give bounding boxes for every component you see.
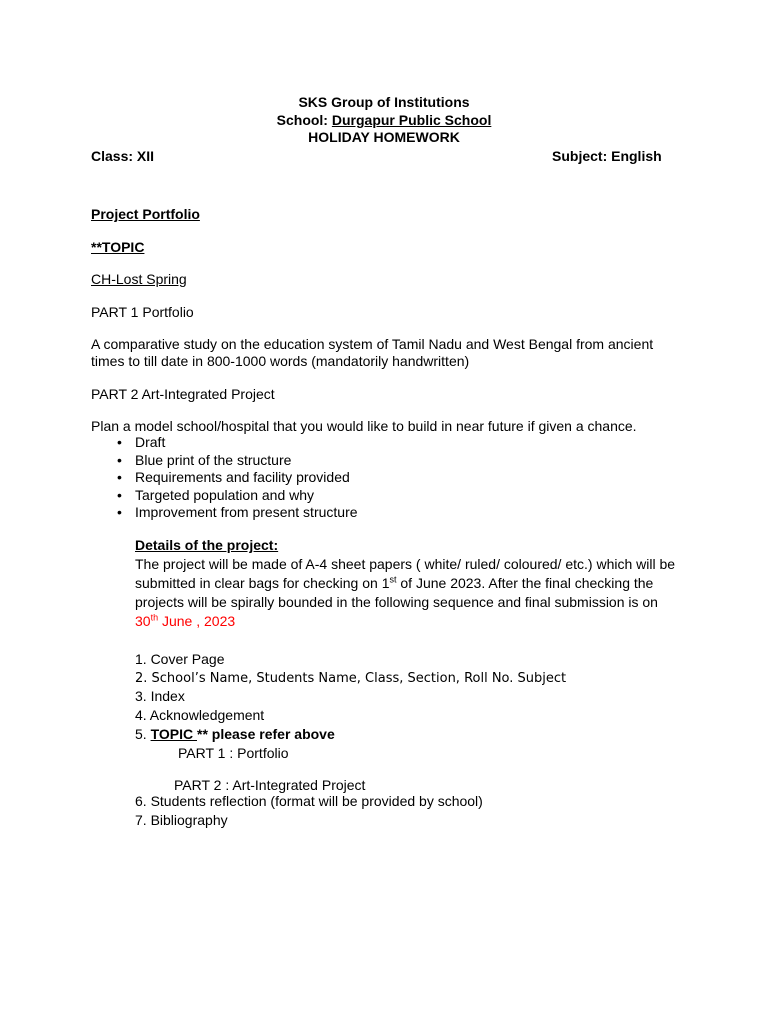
list-item: • Requirements and facility provided bbox=[117, 469, 350, 485]
part2-intro: Plan a model school/hospital that you would like to build in near future if given a chance. bbox=[91, 418, 637, 434]
sequence-item-index: 3. Index bbox=[135, 688, 185, 704]
details-line1: The project will be made of A-4 sheet papers ( white/ ruled/ coloured/ etc.) which will be bbox=[135, 556, 676, 572]
list-item: • Improvement from present structure bbox=[117, 504, 358, 520]
sequence-item-topic: 5. TOPIC ** please refer above bbox=[135, 726, 335, 742]
sequence-item-school-details: 2. School’s Name, Students Name, Class, Section, Roll No. Subject bbox=[135, 671, 567, 686]
bullet-icon: • bbox=[117, 451, 122, 468]
part1-heading: PART 1 Portfolio bbox=[91, 304, 194, 320]
details-heading: Details of the project: bbox=[135, 537, 279, 553]
list-item: • Targeted population and why bbox=[117, 486, 315, 503]
details-line2: submitted in clear bags for checking on 1st of June 2023. After the final checking the bbox=[135, 574, 654, 591]
school-prefix: School: bbox=[276, 112, 332, 128]
list-item: • Blue print of the structure bbox=[117, 451, 292, 468]
bullet-icon: • bbox=[117, 486, 122, 503]
sequence-item-reflection: 6. Students reflection (format will be provided by school) bbox=[135, 793, 483, 809]
bullet-icon: • bbox=[117, 504, 122, 520]
sequence-item-acknowledgement: 4. Acknowledgement bbox=[135, 707, 265, 723]
bullet-icon: • bbox=[117, 469, 122, 485]
subject-label: Subject: English bbox=[552, 148, 662, 164]
class-label: Class: XII bbox=[91, 148, 155, 164]
project-portfolio-heading: Project Portfolio bbox=[91, 206, 200, 222]
requirements-list bbox=[117, 434, 358, 522]
school-line bbox=[0, 112, 768, 129]
details-line3: projects will be spirally bounded in the following sequence and final submission is on bbox=[135, 594, 658, 610]
part1-description-line2: times to till date in 800-1000 words (mandatorily handwritten) bbox=[91, 353, 470, 369]
school-name: Durgapur Public School bbox=[331, 112, 492, 128]
sequence-subitem-part2: PART 2 : Art-Integrated Project bbox=[174, 777, 366, 793]
sequence-item-bibliography: 7. Bibliography bbox=[135, 812, 228, 828]
list-item: • Draft bbox=[117, 434, 166, 450]
chapter-title: CH-Lost Spring bbox=[91, 271, 187, 287]
part2-heading: PART 2 Art-Integrated Project bbox=[91, 386, 275, 402]
part1-description-line1: A comparative study on the education system of Tamil Nadu and West Bengal from ancient bbox=[91, 336, 654, 352]
sequence-item-cover-page: 1. Cover Page bbox=[135, 651, 225, 667]
bullet-icon: • bbox=[117, 434, 122, 450]
sequence-subitem-part1: PART 1 : Portfolio bbox=[178, 745, 289, 761]
document-title: HOLIDAY HOMEWORK bbox=[308, 129, 460, 145]
institution-name: SKS Group of Institutions bbox=[298, 94, 470, 110]
topic-heading: **TOPIC bbox=[91, 239, 145, 255]
submission-deadline: 30th June , 2023 bbox=[135, 612, 236, 629]
